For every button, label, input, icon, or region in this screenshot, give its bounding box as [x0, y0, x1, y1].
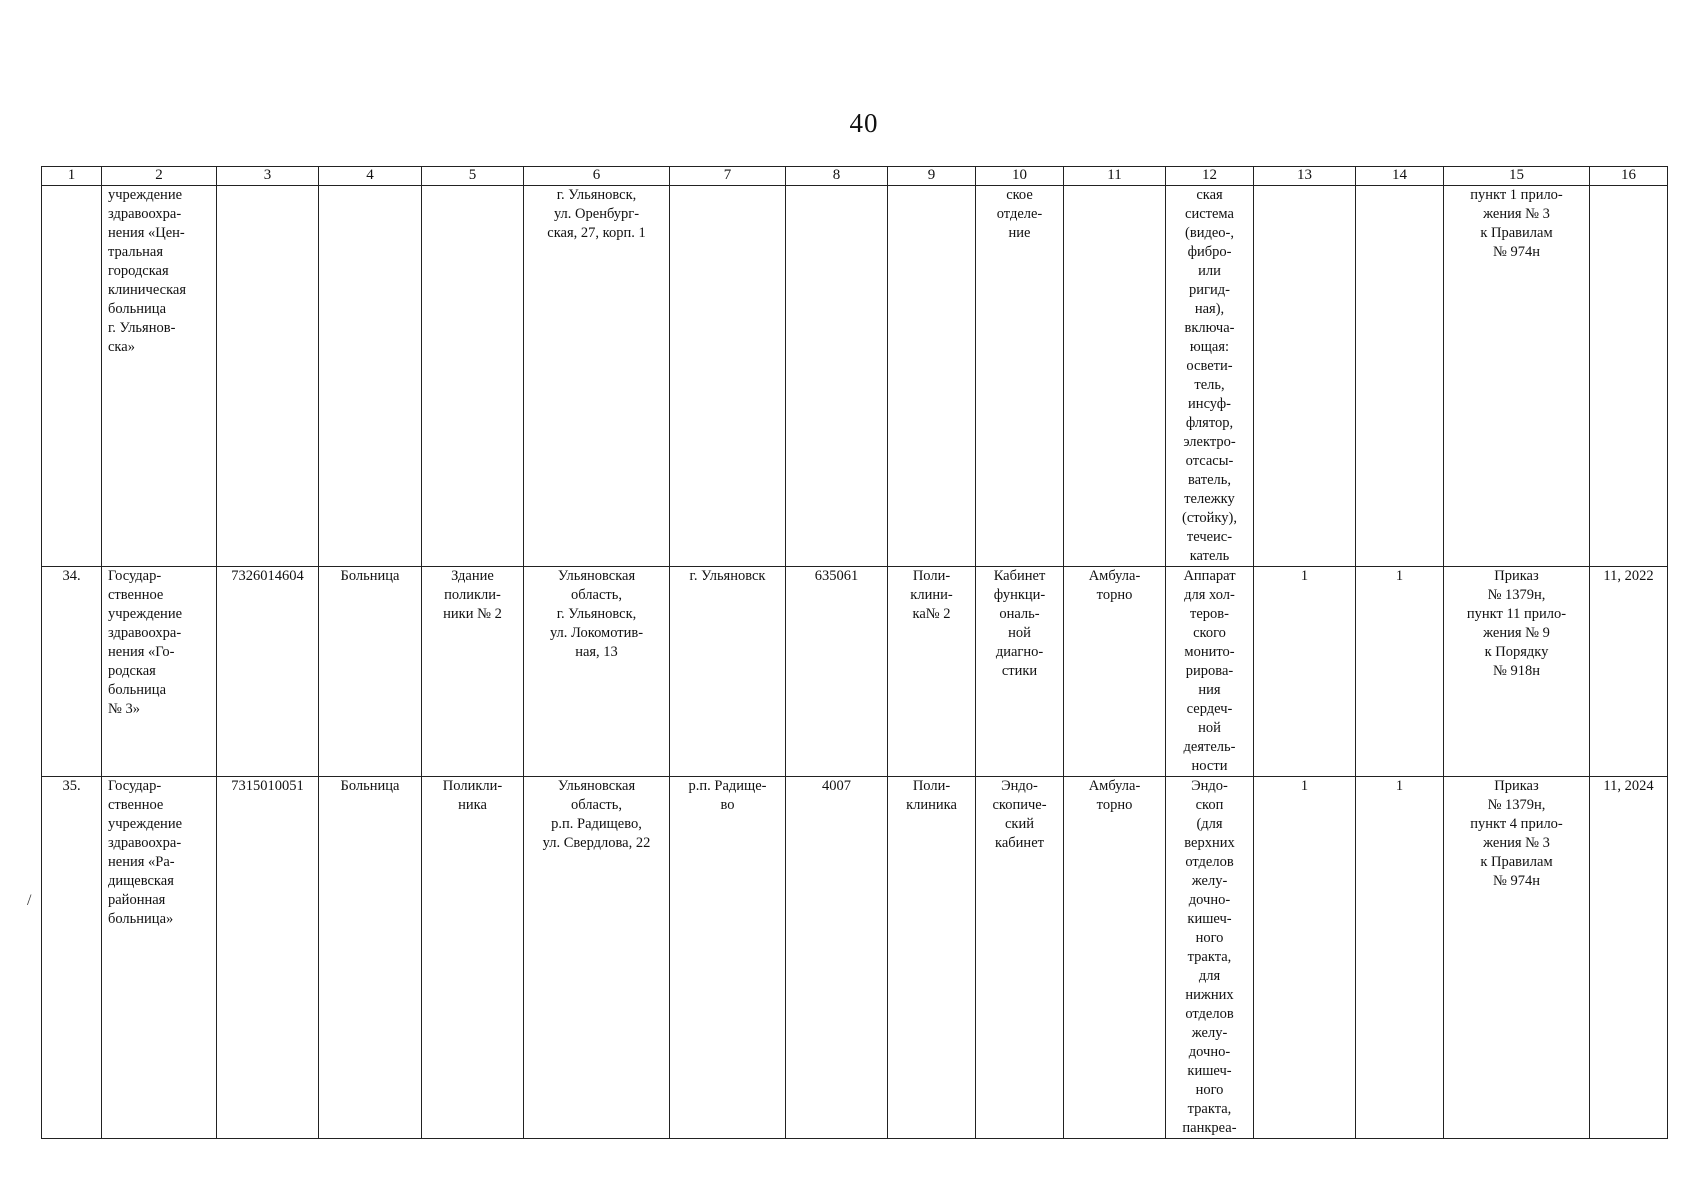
- column-header: 7: [670, 167, 786, 186]
- column-header: 2: [102, 167, 217, 186]
- column-header: 15: [1444, 167, 1590, 186]
- column-header: 12: [1166, 167, 1254, 186]
- registry-table: [41, 166, 1668, 1139]
- column-number-row: [42, 167, 1668, 186]
- year-cell: 11, 2024: [1590, 777, 1668, 1139]
- inn-cell: 7315010051: [217, 777, 319, 1139]
- quantity-cell: 1: [1356, 567, 1444, 777]
- equipment-cell: ская система (видео-, фибро- или ригид- ная), включа- ющая: освети- тель, инсуф- флятор, электро- отсасы- ватель, тележку (стойку), течеис- катель: [1166, 186, 1254, 567]
- organization-cell: Государ- ственное учреждение здравоохра- нения «Ра- дищевская районная больница»: [102, 777, 217, 1139]
- type-cell: [319, 186, 422, 567]
- locality-cell: г. Ульяновск: [670, 567, 786, 777]
- address-cell: Ульяновская область, г. Ульяновск, ул. Локомотив- ная, 13: [524, 567, 670, 777]
- row-number-cell: [42, 186, 102, 567]
- column-header: 5: [422, 167, 524, 186]
- quantity-cell: [1254, 186, 1356, 567]
- legal-basis-cell: Приказ № 1379н, пункт 11 прило- жения № 9 к Порядку № 918н: [1444, 567, 1590, 777]
- locality-cell: [670, 186, 786, 567]
- column-header: 10: [976, 167, 1064, 186]
- column-header: 3: [217, 167, 319, 186]
- column-header: 1: [42, 167, 102, 186]
- care-form-cell: Амбула- торно: [1064, 567, 1166, 777]
- quantity-cell: 1: [1254, 567, 1356, 777]
- subdivision-cell: [888, 186, 976, 567]
- organization-cell: учреждение здравоохра- нения «Цен- тральная городская клиническая больница г. Ульянов- ска»: [102, 186, 217, 567]
- column-header: 16: [1590, 167, 1668, 186]
- quantity-cell: [1356, 186, 1444, 567]
- type-cell: Больница: [319, 777, 422, 1139]
- department-cell: Кабинет функци- ональ- ной диагно- стики: [976, 567, 1064, 777]
- year-cell: 11, 2022: [1590, 567, 1668, 777]
- column-header: 14: [1356, 167, 1444, 186]
- column-header: 9: [888, 167, 976, 186]
- type-cell: Больница: [319, 567, 422, 777]
- inn-cell: 7326014604: [217, 567, 319, 777]
- column-header: 6: [524, 167, 670, 186]
- table-row: [42, 186, 1668, 567]
- inn-cell: [217, 186, 319, 567]
- year-cell: [1590, 186, 1668, 567]
- column-header: 8: [786, 167, 888, 186]
- building-cell: Здание поликли- ники № 2: [422, 567, 524, 777]
- department-cell: Эндо- скопиче- ский кабинет: [976, 777, 1064, 1139]
- legal-basis-cell: Приказ № 1379н, пункт 4 прило- жения № 3 к Правилам № 974н: [1444, 777, 1590, 1139]
- column-header: 4: [319, 167, 422, 186]
- row-number-cell: 35.: [42, 777, 102, 1139]
- building-cell: Поликли- ника: [422, 777, 524, 1139]
- row-number-cell: 34.: [42, 567, 102, 777]
- margin-mark: /: [27, 892, 32, 909]
- column-header: 11: [1064, 167, 1166, 186]
- building-cell: [422, 186, 524, 567]
- equipment-cell: Аппарат для хол- теров- ского монито- рирова- ния сердеч- ной деятель- ности: [1166, 567, 1254, 777]
- table-row: [42, 777, 1668, 1139]
- address-cell: Ульяновская область, р.п. Радищево, ул. Свердлова, 22: [524, 777, 670, 1139]
- population-cell: 4007: [786, 777, 888, 1139]
- address-cell: г. Ульяновск, ул. Оренбург- ская, 27, корп. 1: [524, 186, 670, 567]
- subdivision-cell: Поли- клини- ка№ 2: [888, 567, 976, 777]
- equipment-cell: Эндо- скоп (для верхних отделов желу- дочно- кишеч- ного тракта, для нижних отделов желу- дочно- кишеч- ного тракта, панкреа-: [1166, 777, 1254, 1139]
- subdivision-cell: Поли- клиника: [888, 777, 976, 1139]
- population-cell: 635061: [786, 567, 888, 777]
- department-cell: ское отделе- ние: [976, 186, 1064, 567]
- locality-cell: р.п. Радище- во: [670, 777, 786, 1139]
- column-header: 13: [1254, 167, 1356, 186]
- page-number: 40: [849, 108, 879, 138]
- quantity-cell: 1: [1356, 777, 1444, 1139]
- quantity-cell: 1: [1254, 777, 1356, 1139]
- care-form-cell: [1064, 186, 1166, 567]
- care-form-cell: Амбула- торно: [1064, 777, 1166, 1139]
- table-row: [42, 567, 1668, 777]
- population-cell: [786, 186, 888, 567]
- organization-cell: Государ- ственное учреждение здравоохра- нения «Го- родская больница № 3»: [102, 567, 217, 777]
- legal-basis-cell: пункт 1 прило- жения № 3 к Правилам № 974н: [1444, 186, 1590, 567]
